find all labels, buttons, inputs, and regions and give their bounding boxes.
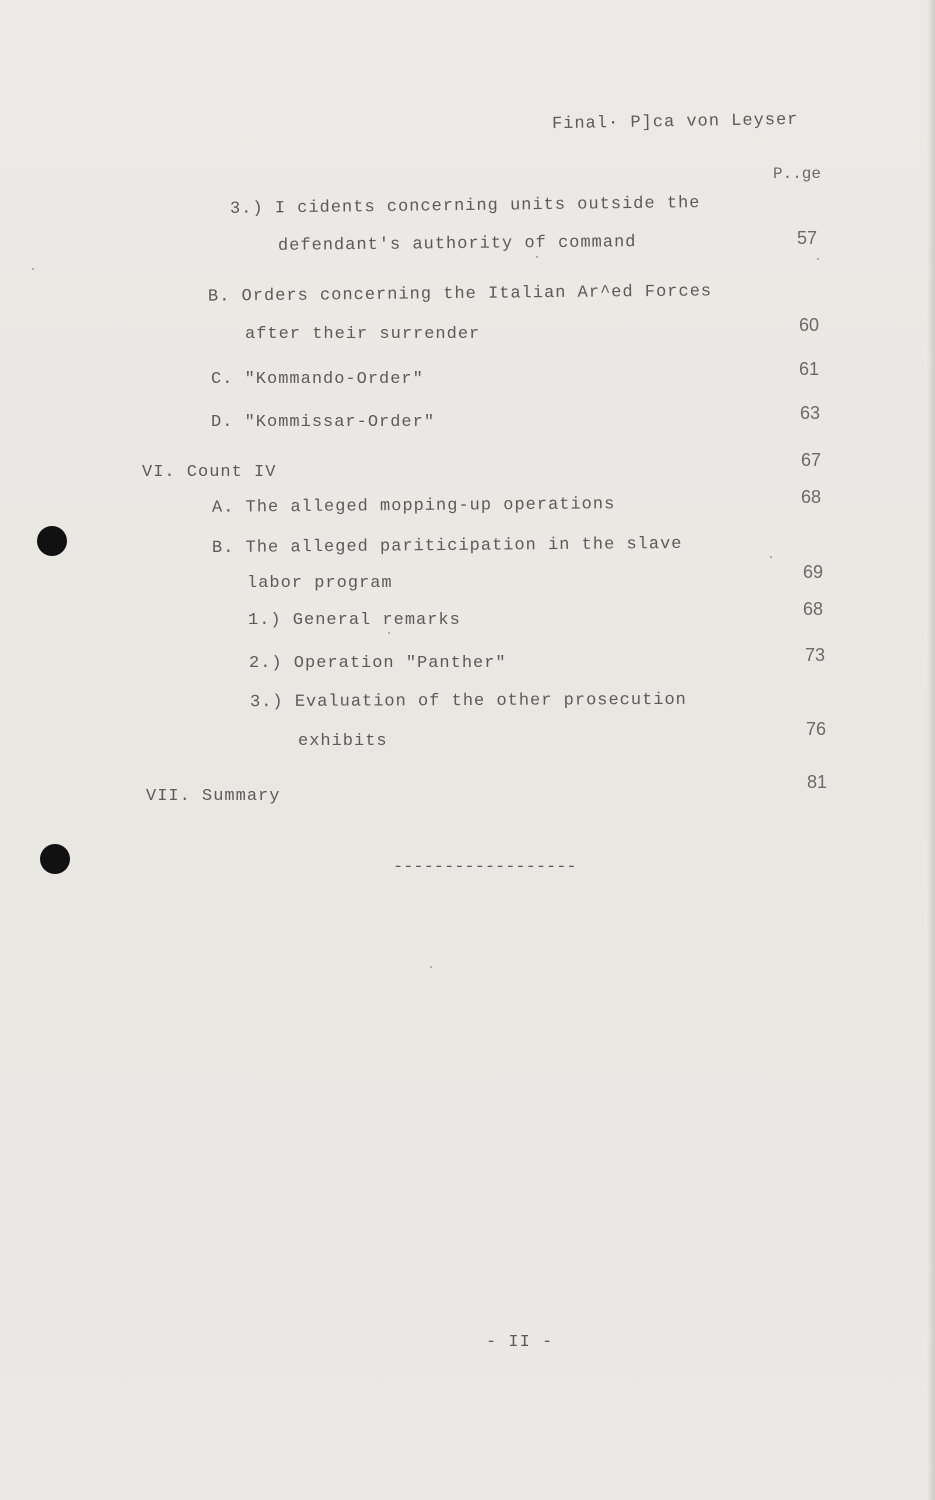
punch-hole — [37, 526, 67, 556]
paper-speck — [536, 256, 538, 258]
toc-entry: A. The alleged mopping-up operations — [211, 495, 616, 518]
paper-speck — [388, 632, 390, 634]
toc-entry: B. Orders concerning the Italian Ar^ed Forces — [207, 282, 713, 307]
toc-entry: VII. Summary — [146, 787, 281, 806]
toc-page-number: 81 — [807, 772, 828, 792]
toc-page-number: 69 — [803, 562, 824, 582]
page-column-label: P..ge — [773, 165, 822, 183]
toc-entry: exhibits — [298, 732, 388, 751]
toc-page-number: 68 — [801, 487, 822, 507]
toc-entry: labor program — [247, 574, 393, 593]
toc-entry: D. "Kommissar-Order" — [211, 413, 436, 432]
toc-entry: after their surrender — [245, 325, 481, 344]
paper-speck — [817, 258, 819, 260]
punch-hole — [40, 844, 70, 874]
paper-speck — [430, 966, 432, 968]
toc-page-number: 68 — [803, 599, 824, 619]
toc-page-number: 63 — [800, 403, 821, 423]
toc-entry: B. The alleged pariticipation in the slave — [211, 534, 683, 559]
toc-entry: 3.) I cidents concerning units outside the — [229, 194, 701, 219]
page-number-footer: - II - — [486, 1333, 554, 1352]
paper-speck — [770, 556, 772, 558]
toc-page-number: 57 — [797, 228, 818, 248]
paper-speck — [32, 268, 34, 270]
toc-entry: 3.) Evaluation of the other prosecution — [249, 690, 687, 713]
toc-entry: C. "Kommando-Order" — [211, 370, 424, 389]
toc-page-number: 60 — [799, 315, 820, 335]
section-separator: ------------------ — [393, 858, 577, 877]
page-edge-shadow — [927, 0, 935, 1500]
document-header: Final· P]ca von Leyser — [551, 110, 799, 135]
toc-entry: VI. Count IV — [142, 463, 277, 482]
toc-entry: 2.) Operation "Panther" — [249, 654, 507, 673]
toc-page-number: 73 — [805, 645, 826, 665]
toc-page-number: 76 — [806, 719, 827, 739]
toc-page-number: 61 — [799, 359, 820, 379]
toc-entry: 1.) General remarks — [248, 611, 461, 630]
toc-page-number: 67 — [801, 450, 822, 470]
toc-entry: defendant's authority of command — [277, 233, 637, 256]
